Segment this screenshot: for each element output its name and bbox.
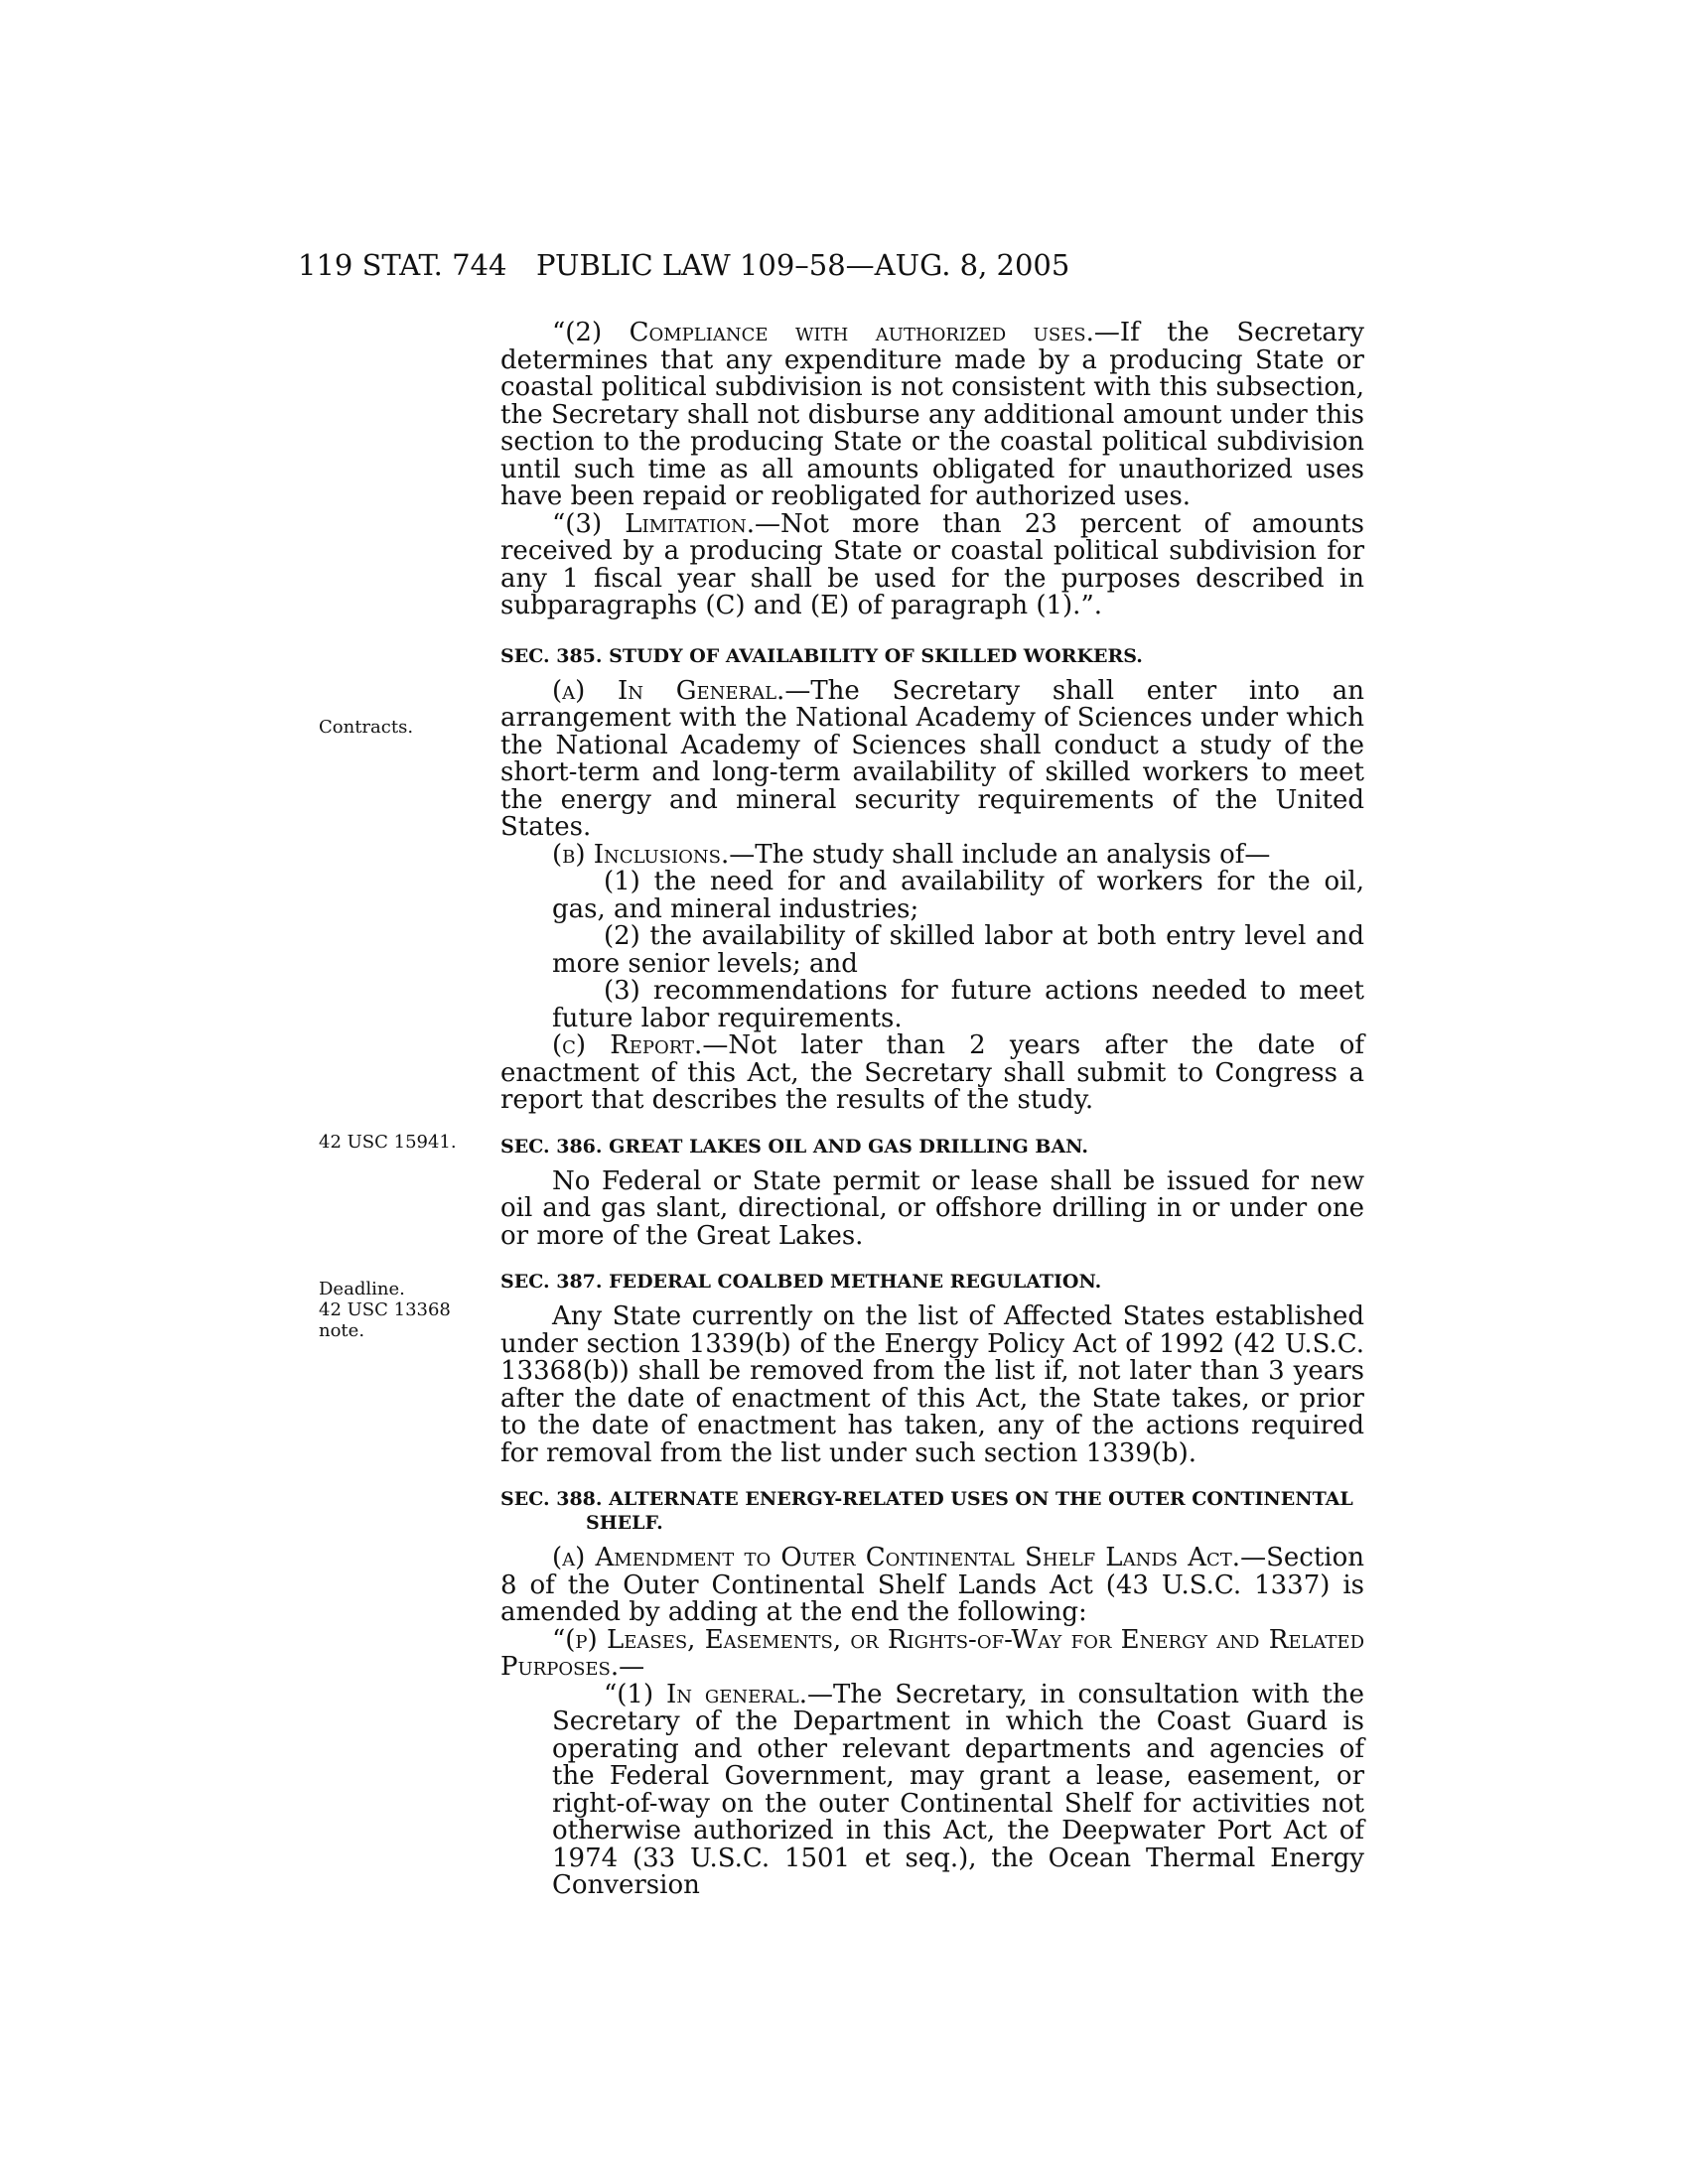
statute-page-number: 119 STAT. 744 <box>298 248 507 282</box>
margin-note-usc-13368: 42 USC 13368 <box>319 1299 451 1320</box>
section-387-heading: SEC. 387. FEDERAL COALBED METHANE REGULATION. <box>500 1271 1102 1293</box>
page-header <box>0 248 1688 288</box>
section-388-a <box>500 1545 1364 1627</box>
section-385-c <box>500 1032 1364 1115</box>
paragraph-text: —The Secretary shall enter into an arrangement with the National Academy of Sciences under which the National Academy of Sciences shall conduct a study of the short-term and long-term availability of skilled workers to meet the energy and mineral security requirements of the United States. <box>500 675 1365 842</box>
paragraph-label: “(3) Limitation. <box>552 508 756 539</box>
paragraph-text: — <box>619 1652 645 1682</box>
paragraph-label: (a) In General. <box>552 675 785 706</box>
page-title: PUBLIC LAW 109–58—AUG. 8, 2005 <box>536 248 1070 282</box>
margin-note-note: note. <box>319 1320 365 1341</box>
paragraph-label: (b) Inclusions. <box>552 839 730 870</box>
paragraph-label: (c) Report. <box>552 1030 703 1060</box>
paragraph-text: —The study shall include an analysis of— <box>729 839 1271 870</box>
paragraph-compliance <box>500 320 1364 511</box>
section-388-p <box>500 1624 1364 1682</box>
section-386-heading: SEC. 386. GREAT LAKES OIL AND GAS DRILLING BAN. <box>500 1135 1088 1158</box>
section-385-b1: (1) the need for and availability of workers for the oil, gas, and mineral industries; <box>552 867 1364 924</box>
margin-note-usc-15941: 42 USC 15941. <box>319 1132 457 1153</box>
paragraph-text: —Not later than 2 years after the date of enactment of this Act, the Secretary shall submit to Congress a report that describes the results of the study. <box>500 1030 1364 1115</box>
section-388-p1 <box>500 1679 1364 1900</box>
paragraph-label: (a) Amendment to Outer Continental Shelf Lands Act. <box>552 1543 1241 1572</box>
section-387-text: Any State currently on the list of Affected States established under section 1339(b) of the Energy Policy Act of 1992 (42 U.S.C. 13368(b)) shall be removed from the list if, not later than 3 years after the date of enactment of this Act, the State takes, or prior to the date of enactment has taken, any of the actions required for removal from the list under such section 1339(b). <box>500 1301 1364 1468</box>
margin-note-deadline: Deadline. <box>319 1279 405 1299</box>
section-386-text: No Federal or State permit or lease shall be issued for new oil and gas slant, directional, or offshore drilling in or under one or more of the Great Lakes. <box>500 1165 1364 1251</box>
section-385-b3: (3) recommendations for future actions needed to meet future labor requirements. <box>552 976 1364 1033</box>
paragraph-limitation <box>500 508 1364 620</box>
paragraph-text: —Not more than 23 percent of amounts received by a producing State or coastal political subdivision for any 1 fiscal year shall be used for the purposes described in subparagraphs (C) and (E) of paragraph (1).”. <box>500 508 1364 620</box>
section-385-heading: SEC. 385. STUDY OF AVAILABILITY OF SKILLED WORKERS. <box>500 644 1143 667</box>
section-388-heading: SEC. 388. ALTERNATE ENERGY-RELATED USES ON THE OUTER CONTINENTAL SHELF. <box>500 1488 1353 1534</box>
paragraph-text: —Section 8 of the Outer Continental Shelf Lands Act (43 U.S.C. 1337) is amended by adding at the end the following: <box>500 1543 1364 1627</box>
document-body <box>500 320 1364 1900</box>
section-385-b2: (2) the availability of skilled labor at both entry level and more senior levels; and <box>552 921 1364 979</box>
paragraph-text: —The Secretary, in consultation with the Secretary of the Department in which the Coast Guard is operating and other relevant departments and agencies of the Federal Government, may grant a lease, easement, or right-of-way on the outer Continental Shelf for activities not otherwise authorized in this Act, the Deepwater Port Act of 1974 (33 U.S.C. 1501 et seq.), the Ocean Thermal Energy Conversion <box>552 1679 1364 1900</box>
section-385-a <box>500 675 1365 842</box>
section-385-b <box>500 839 1364 870</box>
paragraph-text: —If the Secretary determines that any expenditure made by a producing State or coastal political subdivision is not consistent with this subsection, the Secretary shall not disburse any additional amount under this section to the producing State or the coastal political subdivision until such time as all amounts obligated for unauthorized uses have been repaid or reobligated for authorized uses. <box>500 318 1364 511</box>
margin-note-deadline-citation <box>319 1279 468 1341</box>
paragraph-label: “(p) Leases, Easements, or Rights-of-Way for Energy and Related Purposes. <box>500 1624 1364 1682</box>
paragraph-label: “(1) In general. <box>604 1679 807 1709</box>
margin-note-contracts: Contracts. <box>319 717 414 738</box>
paragraph-label: “(2) Compliance with authorized uses. <box>552 318 1094 347</box>
